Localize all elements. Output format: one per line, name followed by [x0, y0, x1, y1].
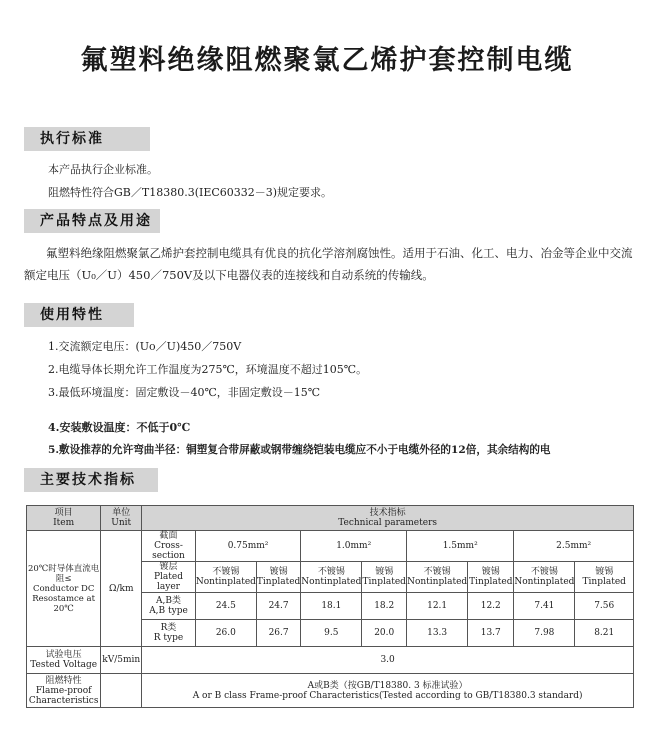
tech-spec-table [26, 505, 634, 708]
flame-label: 阻燃特性 Flame-proof Characteristics [27, 674, 101, 708]
value-cell: 12.1 [407, 593, 468, 620]
usage-item-5: 5.敷设推荐的允许弯曲半径：铜塑复合带屏蔽或钢带缠绕铠装电缆应不小于电缆外径的12倍，其余结构的电 [48, 444, 551, 456]
plating-cell: 不镀锡 Nontinplated [301, 562, 362, 593]
value-cell: 7.56 [575, 593, 634, 620]
section-header-tech [24, 468, 158, 492]
cross-section-label: 截面 Cross-section [142, 531, 196, 562]
section-header-standard [24, 127, 150, 151]
table-header-row [27, 506, 634, 531]
value-cell: 8.21 [575, 620, 634, 647]
standard-line-1: 本产品执行企业标准。 [48, 163, 158, 176]
value-cell: 7.41 [514, 593, 575, 620]
plating-cell: 镀锡 Tinplated [468, 562, 514, 593]
section-title: 主要技术指标 [40, 472, 136, 488]
value-cell: 18.2 [362, 593, 407, 620]
value-cell: 20.0 [362, 620, 407, 647]
size-cell: 1.0mm² [301, 531, 407, 562]
standard-line-2: 阻燃特性符合GB／T18380.3(IEC60332－3)规定要求。 [48, 186, 333, 199]
section-title: 产品特点及用途 [40, 213, 152, 229]
value-cell: 24.5 [195, 593, 256, 620]
page-title: 氟塑料绝缘阻燃聚氯乙烯护套控制电缆 [80, 45, 574, 76]
usage-item-4: 4.安装敷设温度：不低于0℃ [48, 421, 191, 434]
type-label: A,B类 A,B type [142, 593, 196, 620]
plating-cell: 镀锡 Tinplated [362, 562, 407, 593]
tech-params-header: 技术指标 Technical parameters [142, 506, 634, 531]
size-cell: 2.5mm² [514, 531, 634, 562]
features-paragraph: 氟塑料绝缘阻燃聚氯乙烯护套控制电缆具有优良的抗化学溶剂腐蚀性。适用于石油、化工、电力、冶金等企业中交流额定电压（U₀／U）450／750V及以下电器仪表的连接线和自动系统的传输线。 [24, 246, 633, 282]
section-header-features [24, 209, 160, 233]
flame-value: A或B类（按GB/T18380. 3 标准试验） A or B class Frame-proof Characteristics(Tested according to GB/T18380.3 standard) [142, 674, 634, 708]
value-cell: 18.1 [301, 593, 362, 620]
plating-cell: 不镀锡 Nontinplated [407, 562, 468, 593]
dc-resistance-label: 20℃时导体直流电阻≤ Conductor DC Resostamce at 20℃ [27, 531, 101, 647]
value-cell: 26.7 [256, 620, 300, 647]
voltage-row [27, 647, 634, 674]
value-cell: 12.2 [468, 593, 514, 620]
size-cell: 0.75mm² [195, 531, 300, 562]
unit-header: 单位 Unit [101, 506, 142, 531]
plating-cell: 不镀锡 Nontinplated [514, 562, 575, 593]
value-cell: 24.7 [256, 593, 300, 620]
flame-unit [101, 674, 142, 708]
voltage-unit: kV/5min [101, 647, 142, 674]
dc-resistance-unit: Ω/km [101, 531, 142, 647]
value-cell: 9.5 [301, 620, 362, 647]
plating-cell: 镀锡 Tinplated [575, 562, 634, 593]
voltage-label: 试验电压 Tested Voltage [27, 647, 101, 674]
value-cell: 13.3 [407, 620, 468, 647]
type-label: R类 R type [142, 620, 196, 647]
item-header: 项目 Item [27, 506, 101, 531]
plating-cell: 不镀锡 Nontinplated [195, 562, 256, 593]
plating-cell: 镀锡 Tinplated [256, 562, 300, 593]
value-cell: 13.7 [468, 620, 514, 647]
value-cell: 26.0 [195, 620, 256, 647]
value-cell: 7.98 [514, 620, 575, 647]
usage-item-2: 2.电缆导体长期允许工作温度为275℃，环境温度不超过105℃。 [48, 363, 368, 376]
voltage-value: 3.0 [142, 647, 634, 674]
size-cell: 1.5mm² [407, 531, 514, 562]
section-title: 执行标准 [40, 131, 104, 147]
section-header-usage [24, 303, 134, 327]
section-title: 使用特性 [40, 307, 104, 323]
flame-row [27, 674, 634, 708]
usage-item-1: 1.交流额定电压：(Uo／U)450／750V [48, 340, 242, 353]
cross-section-row [27, 531, 634, 562]
usage-item-3: 3.最低环境温度：固定敷设－40℃，非固定敷设－15℃ [48, 386, 321, 399]
plated-layer-label: 镀层 Plated layer [142, 562, 196, 593]
